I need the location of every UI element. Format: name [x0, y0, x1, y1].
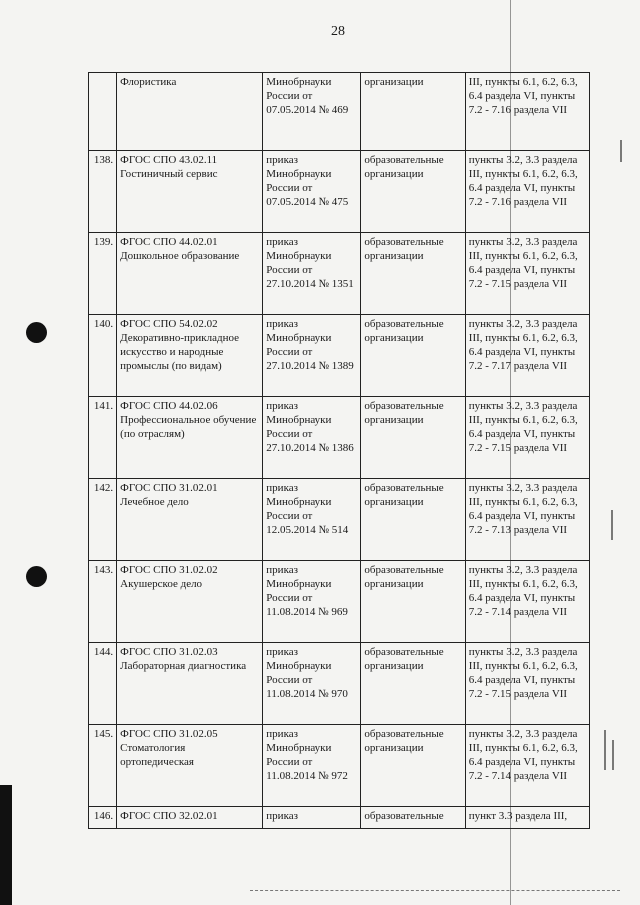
subject-organizations: образовательные организации: [361, 561, 465, 643]
requirement-items: пункты 3.2, 3.3 раздела III, пункты 6.1, 6.2, 6.3, 6.4 раздела VI, пункты 7.2 - 7.16 раздела VII: [465, 151, 589, 233]
requirement-items: пункты 3.2, 3.3 раздела III, пункты 6.1, 6.2, 6.3, 6.4 раздела VI, пункты 7.2 - 7.15 раздела VII: [465, 643, 589, 725]
table-row: [89, 315, 590, 397]
scan-edge: [250, 890, 620, 892]
table-row: [89, 807, 590, 829]
subject-organizations: образовательные: [361, 807, 465, 829]
subject-organizations: образовательные организации: [361, 233, 465, 315]
requirement-items: пункты 3.2, 3.3 раздела III, пункты 6.1, 6.2, 6.3, 6.4 раздела VI, пункты 7.2 - 7.15 раздела VII: [465, 233, 589, 315]
requirement-items: пункты 3.2, 3.3 раздела III, пункты 6.1, 6.2, 6.3, 6.4 раздела VI, пункты 7.2 - 7.14 раздела VII: [465, 725, 589, 807]
standard-name: ФГОС СПО 31.02.01 Лечебное дело: [117, 479, 263, 561]
row-number: 140.: [89, 315, 117, 397]
table-row: [89, 397, 590, 479]
table-row: [89, 233, 590, 315]
approving-document: приказ Минобрнауки России от 11.08.2014 № 970: [263, 643, 361, 725]
subject-organizations: образовательные организации: [361, 151, 465, 233]
table-row: [89, 479, 590, 561]
row-number: 144.: [89, 643, 117, 725]
row-number: 145.: [89, 725, 117, 807]
requirement-items: пункты 3.2, 3.3 раздела III, пункты 6.1, 6.2, 6.3, 6.4 раздела VI, пункты 7.2 - 7.17 раздела VII: [465, 315, 589, 397]
standard-name: Флористика: [117, 73, 263, 151]
row-number: 143.: [89, 561, 117, 643]
approving-document: приказ Минобрнауки России от 12.05.2014 № 514: [263, 479, 361, 561]
subject-organizations: образовательные организации: [361, 643, 465, 725]
punch-hole: [26, 322, 47, 343]
subject-organizations: образовательные организации: [361, 479, 465, 561]
approving-document: приказ Минобрнауки России от 11.08.2014 № 969: [263, 561, 361, 643]
approving-document: приказ Минобрнауки России от 07.05.2014 № 475: [263, 151, 361, 233]
subject-organizations: образовательные организации: [361, 315, 465, 397]
scan-shadow: [0, 785, 12, 905]
scan-mark: [611, 510, 613, 540]
table-row: [89, 561, 590, 643]
table-row: [89, 73, 590, 151]
row-number: [89, 73, 117, 151]
standard-name: ФГОС СПО 54.02.02 Декоративно-прикладное искусство и народные промыслы (по видам): [117, 315, 263, 397]
requirement-items: пункт 3.3 раздела III,: [465, 807, 589, 829]
standard-name: ФГОС СПО 31.02.02 Акушерское дело: [117, 561, 263, 643]
subject-organizations: образовательные организации: [361, 397, 465, 479]
approving-document: приказ: [263, 807, 361, 829]
scan-mark: [604, 730, 606, 770]
subject-organizations: организации: [361, 73, 465, 151]
approving-document: приказ Минобрнауки России от 27.10.2014 № 1351: [263, 233, 361, 315]
standard-name: ФГОС СПО 31.02.05 Стоматология ортопедическая: [117, 725, 263, 807]
table-row: [89, 151, 590, 233]
scan-mark: [612, 740, 614, 770]
requirement-items: III, пункты 6.1, 6.2, 6.3, 6.4 раздела VI, пункты 7.2 - 7.16 раздела VII: [465, 73, 589, 151]
table-row: [89, 725, 590, 807]
page-number: 28: [331, 24, 345, 39]
standard-name: ФГОС СПО 31.02.03 Лабораторная диагностика: [117, 643, 263, 725]
row-number: 139.: [89, 233, 117, 315]
punch-hole: [26, 566, 47, 587]
table-row: [89, 643, 590, 725]
approving-document: приказ Минобрнауки России от 11.08.2014 № 972: [263, 725, 361, 807]
row-number: 141.: [89, 397, 117, 479]
row-number: 138.: [89, 151, 117, 233]
approving-document: приказ Минобрнауки России от 27.10.2014 № 1389: [263, 315, 361, 397]
row-number: 146.: [89, 807, 117, 829]
subject-organizations: образовательные организации: [361, 725, 465, 807]
approving-document: приказ Минобрнауки России от 27.10.2014 № 1386: [263, 397, 361, 479]
scan-mark: [620, 140, 622, 162]
requirement-items: пункты 3.2, 3.3 раздела III, пункты 6.1, 6.2, 6.3, 6.4 раздела VI, пункты 7.2 - 7.15 раздела VII: [465, 397, 589, 479]
row-number: 142.: [89, 479, 117, 561]
approving-document: Минобрнауки России от 07.05.2014 № 469: [263, 73, 361, 151]
standard-name: ФГОС СПО 44.02.06 Профессиональное обучение (по отраслям): [117, 397, 263, 479]
standard-name: ФГОС СПО 43.02.11 Гостиничный сервис: [117, 151, 263, 233]
requirement-items: пункты 3.2, 3.3 раздела III, пункты 6.1, 6.2, 6.3, 6.4 раздела VI, пункты 7.2 - 7.13 раздела VII: [465, 479, 589, 561]
standards-table: [88, 72, 590, 829]
standard-name: ФГОС СПО 32.02.01: [117, 807, 263, 829]
standard-name: ФГОС СПО 44.02.01 Дошкольное образование: [117, 233, 263, 315]
requirement-items: пункты 3.2, 3.3 раздела III, пункты 6.1, 6.2, 6.3, 6.4 раздела VI, пункты 7.2 - 7.14 раздела VII: [465, 561, 589, 643]
